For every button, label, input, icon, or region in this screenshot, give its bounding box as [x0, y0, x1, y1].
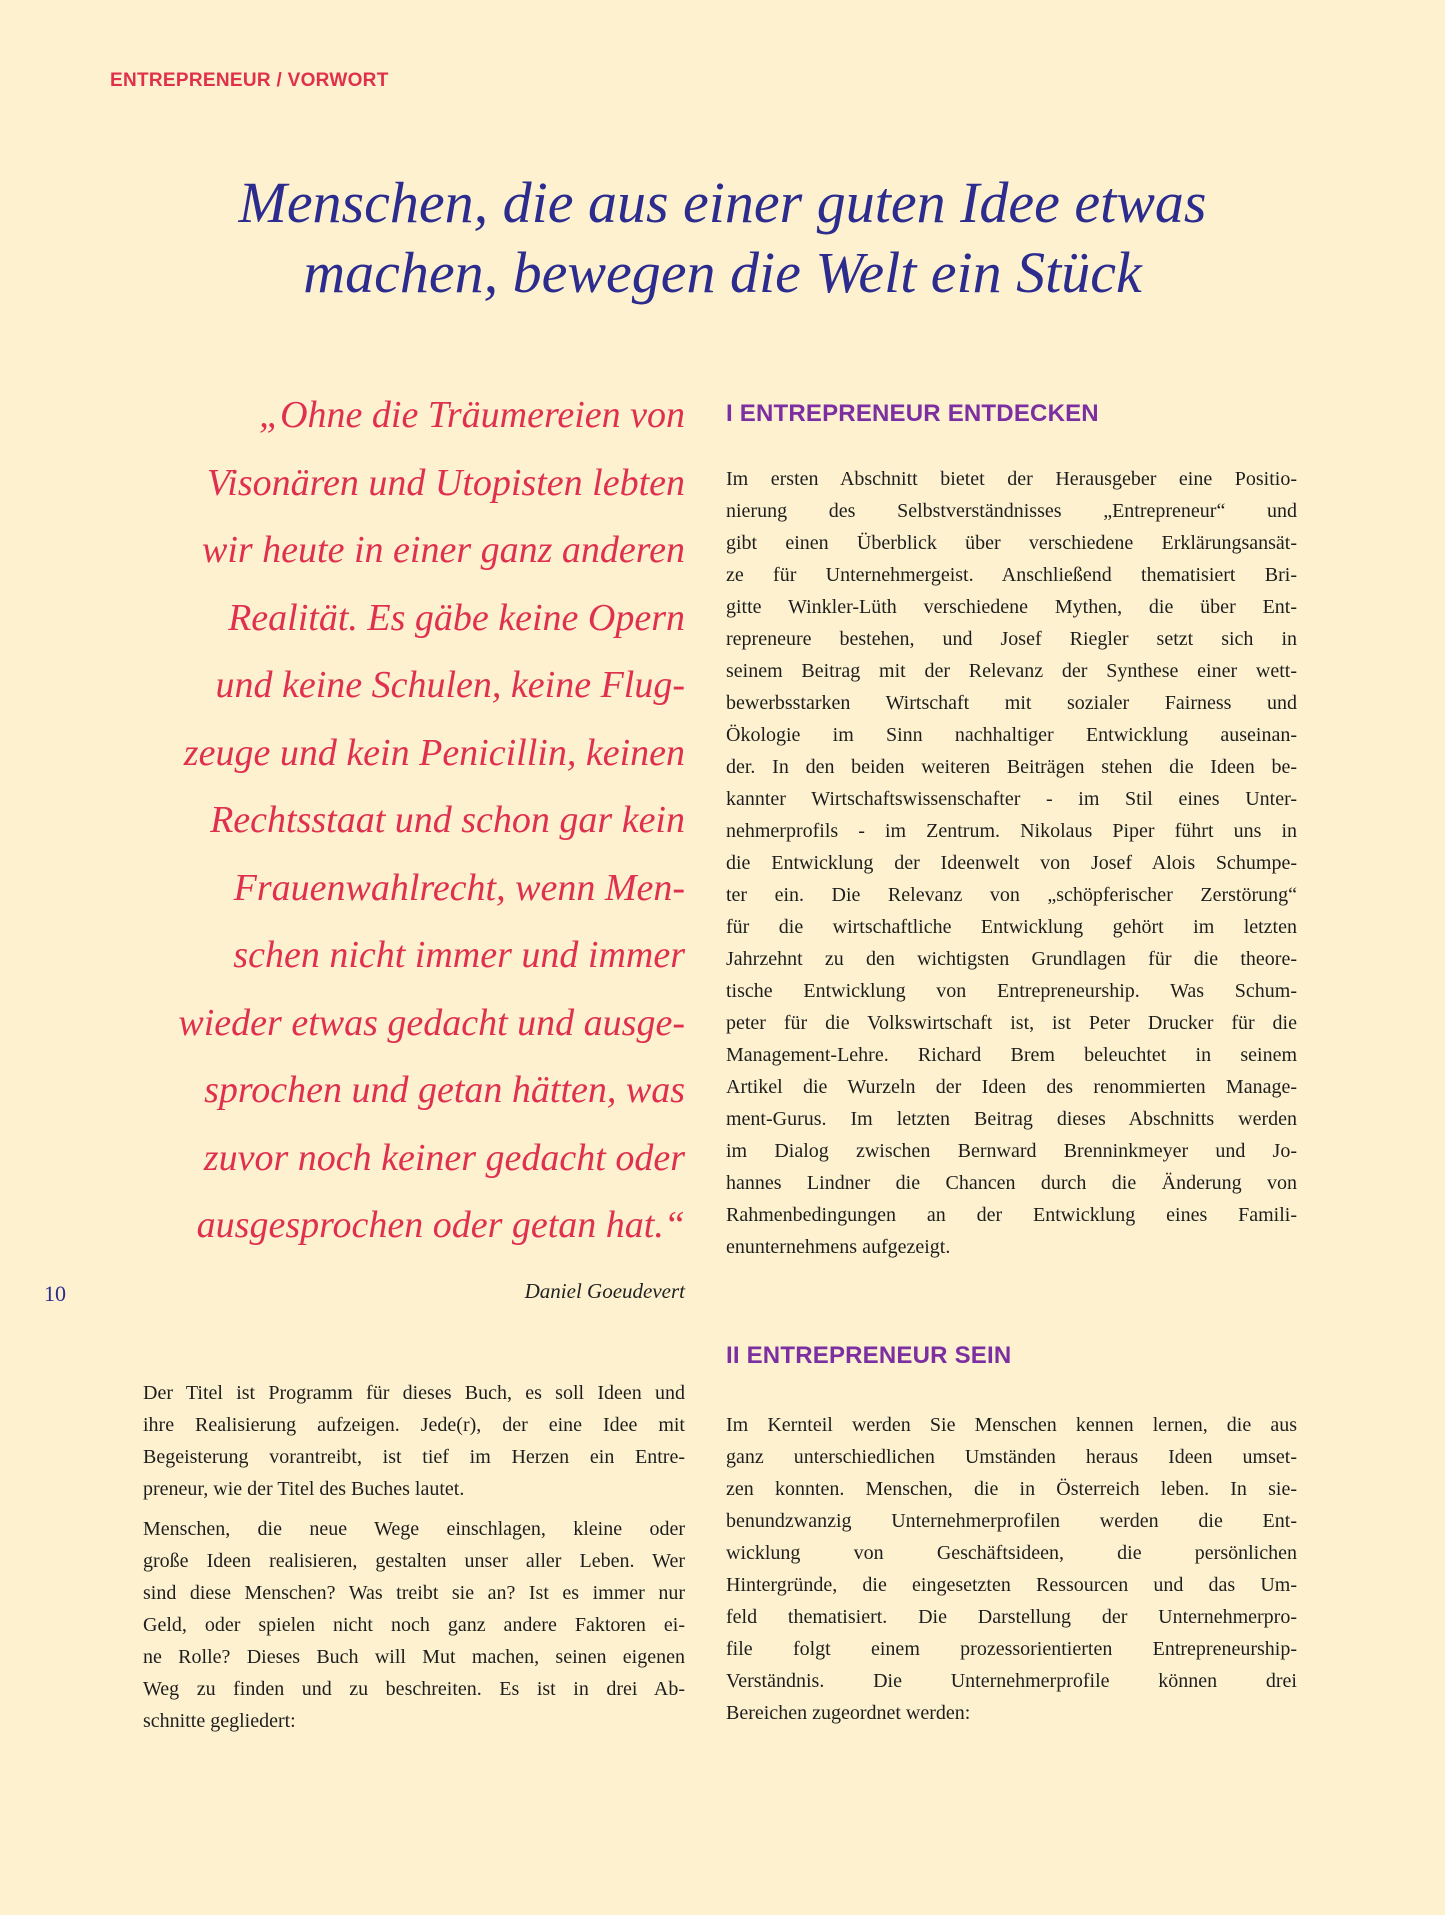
body-line: gibt einen Überblick über verschiedene Erklärungsansät-: [726, 532, 1297, 554]
body-line: sind diese Menschen? Was treibt sie an? Ist es immer nur: [143, 1582, 685, 1604]
body-line: Weg zu finden und zu beschreiten. Es ist in drei Ab-: [143, 1678, 685, 1700]
body-line: die Entwicklung der Ideenwelt von Josef Alois Schumpe-: [726, 852, 1297, 874]
body-line: feld thematisiert. Die Darstellung der Unternehmerpro-: [726, 1606, 1297, 1628]
body-line: bewerbsstarken Wirtschaft mit sozialer Fairness und: [726, 692, 1297, 714]
quote-line: schen nicht immer und immer: [233, 934, 685, 976]
body-line: seinem Beitrag mit der Relevanz der Synthese einer wett-: [726, 660, 1297, 682]
body-line: kannter Wirtschaftswissenschafter - im Stil eines Unter-: [726, 788, 1297, 810]
body-line: hannes Lindner die Chancen durch die Änderung von: [726, 1172, 1297, 1194]
body-line: ihre Realisierung aufzeigen. Jede(r), der eine Idee mit: [143, 1414, 685, 1436]
body-line: Jahrzehnt zu den wichtigsten Grundlagen für die theore-: [726, 948, 1297, 970]
title-line: Menschen, die aus einer guten Idee etwas: [238, 170, 1207, 235]
body-line: Begeisterung vorantreibt, ist tief im Herzen ein Entre-: [143, 1446, 685, 1468]
quote-author: Daniel Goeudevert: [524, 1279, 685, 1303]
body-line: file folgt einem prozessorientierten Entrepreneurship-: [726, 1638, 1297, 1660]
quote-line: Visonären und Utopisten lebten: [206, 461, 685, 504]
quote-line: Frauenwahlrecht, wenn Men-: [233, 866, 685, 909]
body-line: nierung des Selbstverständnisses „Entrepreneur“ und: [726, 500, 1297, 522]
quote-line: ausgesprochen oder getan hat.“: [196, 1204, 685, 1246]
quote-line: zeuge und kein Penicillin, keinen: [183, 731, 685, 774]
body-line: nehmerprofils - im Zentrum. Nikolaus Piper führt uns in: [726, 820, 1297, 842]
body-line: Im Kernteil werden Sie Menschen kennen lernen, die aus: [726, 1414, 1297, 1436]
body-line: Rahmenbedingungen an der Entwicklung eines Famili-: [726, 1204, 1297, 1226]
quote-line: und keine Schulen, keine Flug-: [215, 664, 685, 706]
body-line: tische Entwicklung von Entrepreneurship. Was Schum-: [726, 980, 1297, 1002]
body-line: Hintergründe, die eingesetzten Ressourcen und das Um-: [726, 1574, 1297, 1596]
quote-line: „Ohne die Träumereien von: [258, 394, 685, 436]
body-line: ze für Unternehmergeist. Anschließend thematisiert Bri-: [726, 564, 1297, 586]
body-line: gitte Winkler-Lüth verschiedene Mythen, die über Ent-: [726, 596, 1297, 618]
body-line: zen konnten. Menschen, die in Österreich leben. In sie-: [726, 1478, 1297, 1500]
body-line: repreneure bestehen, und Josef Riegler setzt sich in: [726, 628, 1297, 650]
quote-line: sprochen und getan hätten, was: [204, 1069, 685, 1111]
page-number: 10: [44, 1281, 66, 1306]
section-sein-text: [726, 1409, 1297, 1729]
body-line: im Dialog zwischen Bernward Brenninkmeyer und Jo-: [726, 1140, 1297, 1162]
body-line: ne Rolle? Dieses Buch will Mut machen, seinen eigenen: [143, 1646, 685, 1668]
pull-quote: [100, 382, 685, 1260]
section-entdecken-text: [726, 463, 1297, 1263]
title-line: machen, bewegen die Welt ein Stück: [303, 240, 1142, 305]
page-title: [90, 168, 1355, 308]
left-column-second-paragraph: [143, 1513, 685, 1737]
body-line: große Ideen realisieren, gestalten unser aller Leben. Wer: [143, 1550, 685, 1572]
body-line: wicklung von Geschäftsideen, die persönlichen: [726, 1542, 1297, 1564]
body-line: ganz unterschiedlichen Umständen heraus Ideen umset-: [726, 1446, 1297, 1468]
body-line: peter für die Volkswirtschaft ist, ist Peter Drucker für die: [726, 1012, 1297, 1034]
body-line: benundzwanzig Unternehmerprofilen werden die Ent-: [726, 1510, 1297, 1532]
running-head: ENTREPRENEUR / VORWORT: [110, 70, 389, 91]
body-line: ter ein. Die Relevanz von „schöpferischer Zerstörung“: [726, 884, 1297, 906]
body-line: für die wirtschaftliche Entwicklung gehört im letzten: [726, 916, 1297, 938]
body-line: der. In den beiden weiteren Beiträgen stehen die Ideen be-: [726, 756, 1297, 778]
quote-line: Realität. Es gäbe keine Opern: [228, 596, 685, 639]
body-line: preneur, wie der Titel des Buches lautet.: [143, 1478, 465, 1500]
quote-line: Rechtsstaat und schon gar kein: [210, 799, 685, 841]
body-line: Menschen, die neue Wege einschlagen, kleine oder: [143, 1518, 685, 1540]
body-line: schnitte gegliedert:: [143, 1710, 296, 1732]
section-heading-entdecken: I ENTREPRENEUR ENTDECKEN: [726, 400, 1099, 427]
quote-line: wir heute in einer ganz anderen: [201, 529, 685, 571]
body-line: Im ersten Abschnitt bietet der Herausgeber eine Positio-: [726, 468, 1297, 490]
body-line: Artikel die Wurzeln der Ideen des renommierten Manage-: [726, 1076, 1297, 1098]
section-heading-sein: II ENTREPRENEUR SEIN: [726, 1342, 1012, 1369]
body-line: enunternehmens aufgezeigt.: [726, 1236, 951, 1258]
body-line: Management-Lehre. Richard Brem beleuchtet in seinem: [726, 1044, 1297, 1066]
body-line: Der Titel ist Programm für dieses Buch, es soll Ideen und: [143, 1382, 685, 1404]
quote-line: zuvor noch keiner gedacht oder: [203, 1136, 685, 1179]
body-line: Ökologie im Sinn nachhaltiger Entwicklung auseinan-: [726, 724, 1297, 746]
body-line: Geld, oder spielen nicht noch ganz andere Faktoren ei-: [143, 1614, 685, 1636]
quote-line: wieder etwas gedacht und ausge-: [178, 1001, 685, 1044]
body-line: Verständnis. Die Unternehmerprofile können drei: [726, 1670, 1297, 1692]
body-line: ment-Gurus. Im letzten Beitrag dieses Abschnitts werden: [726, 1108, 1297, 1130]
body-line: Bereichen zugeordnet werden:: [726, 1702, 971, 1724]
